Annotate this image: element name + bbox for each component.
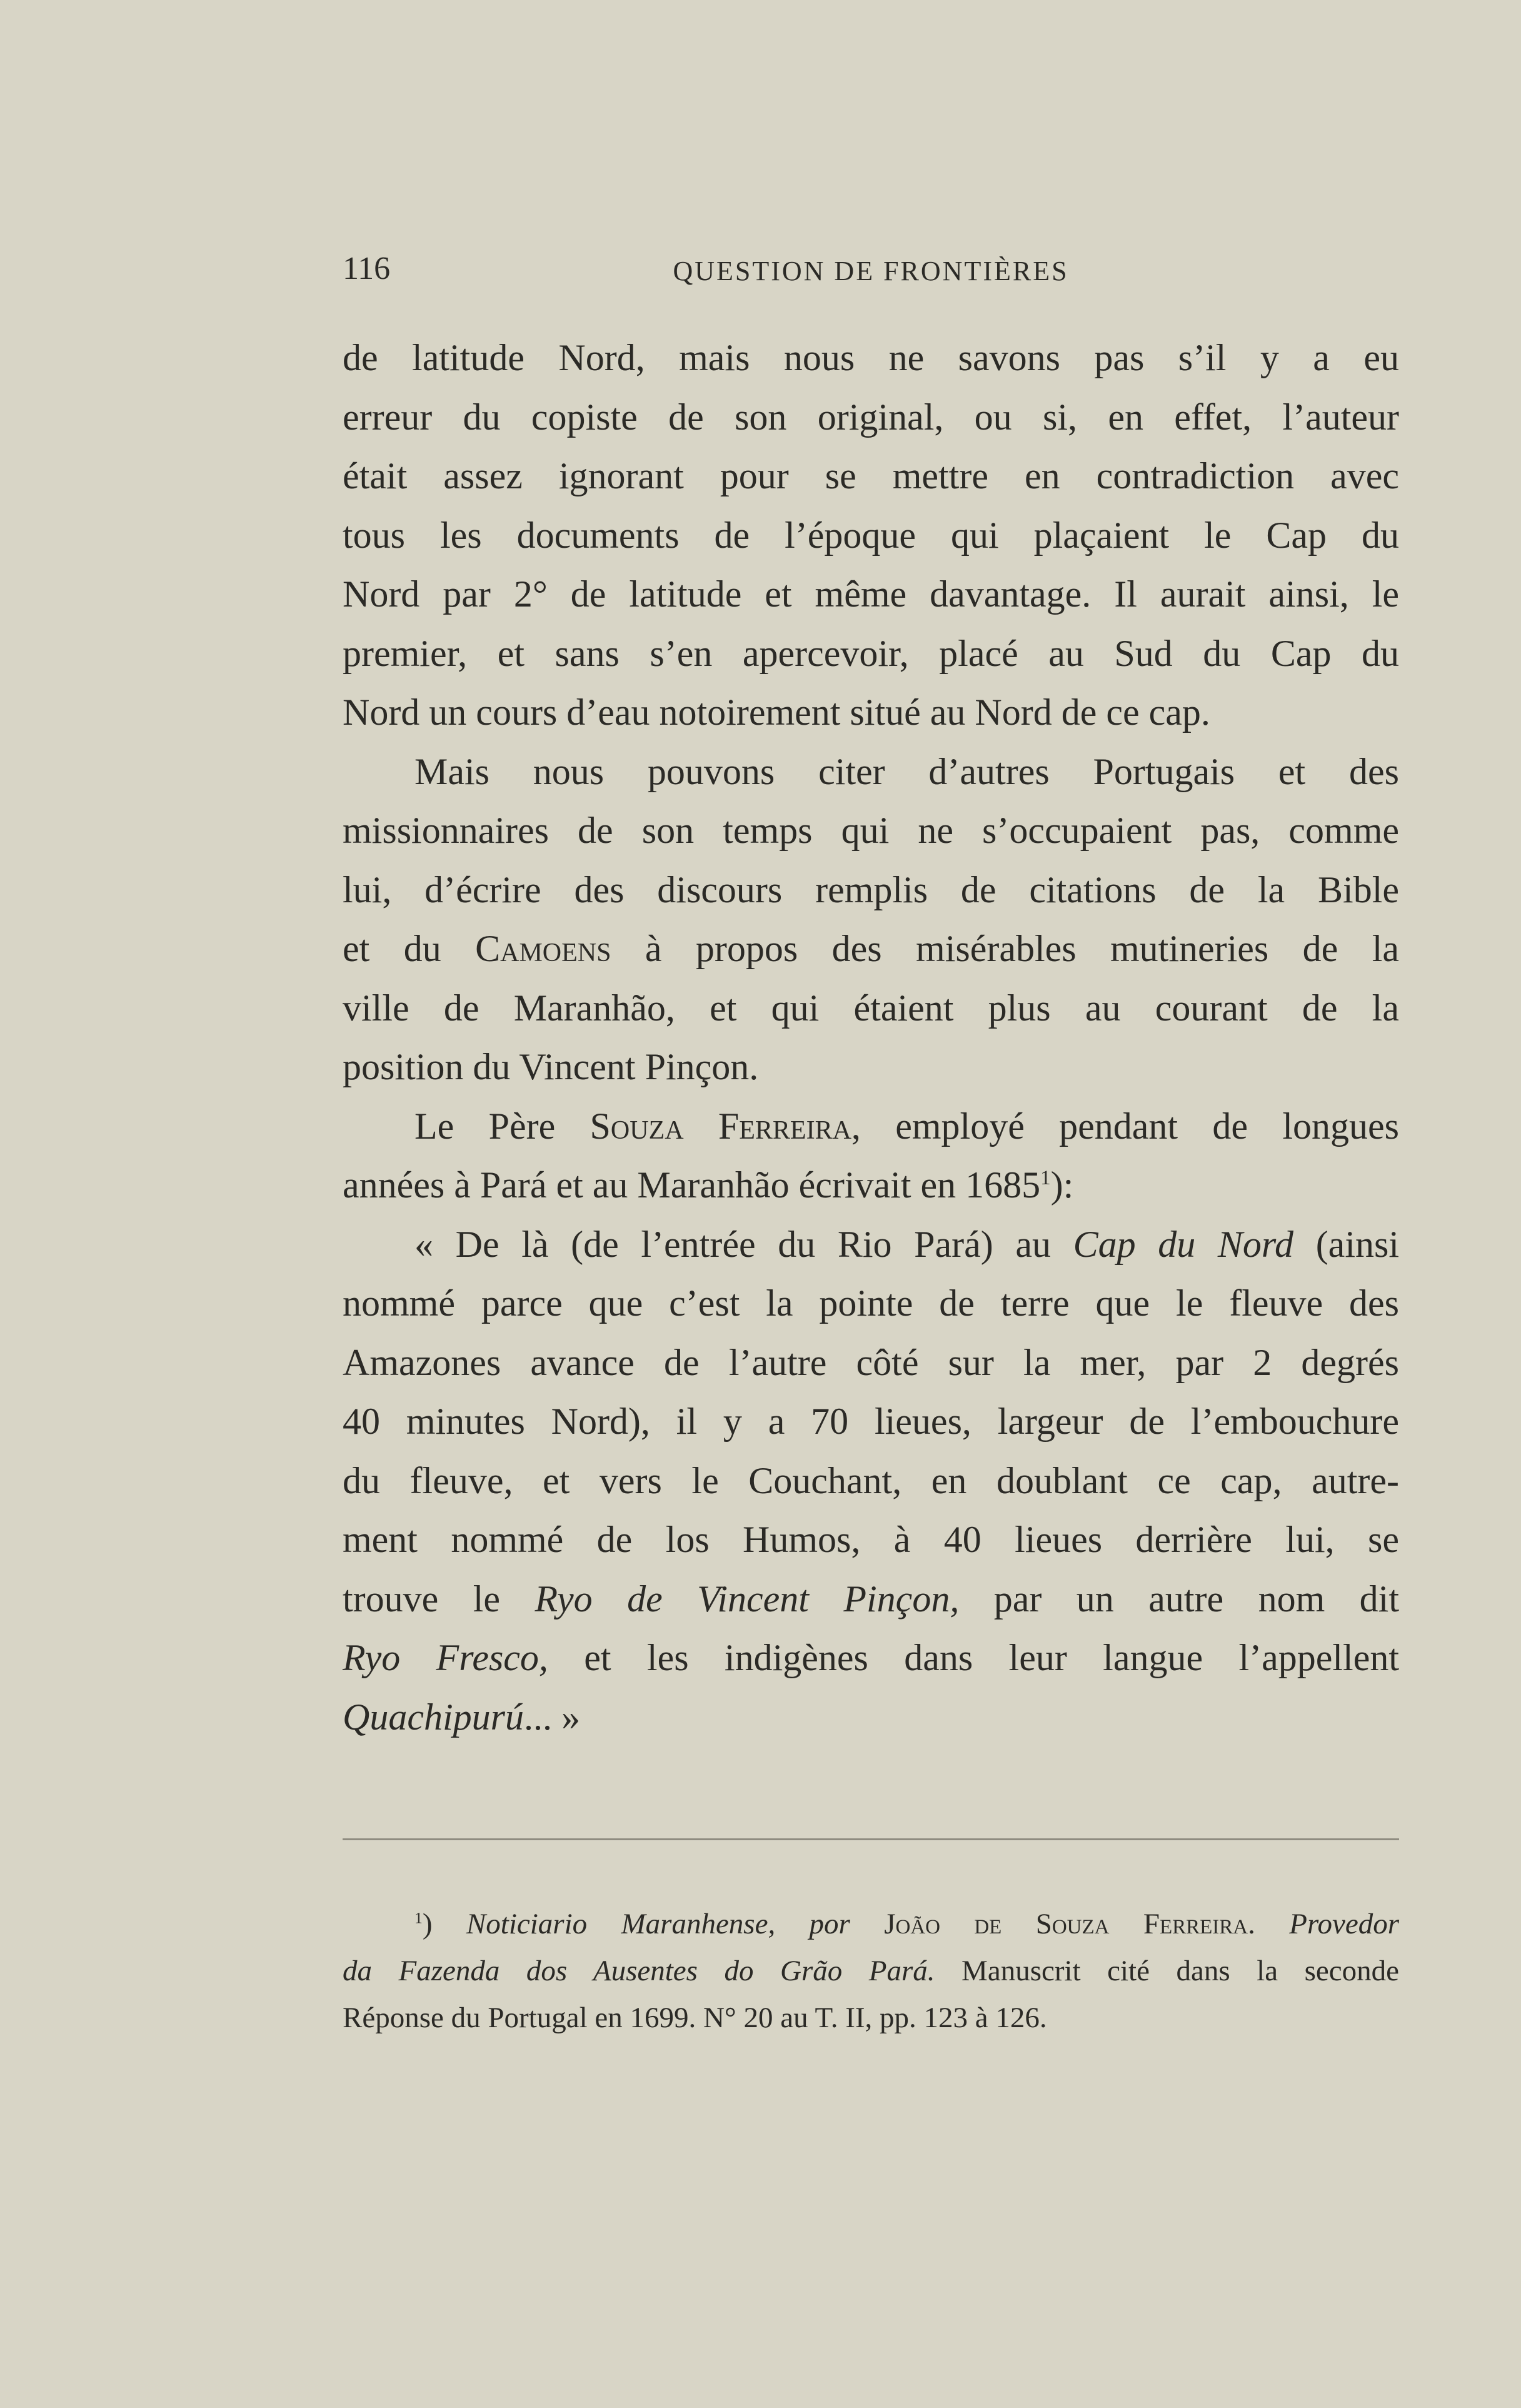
text-line: Nord par 2° de latitude et même davantage. Il aurait ainsi, le xyxy=(343,573,1399,615)
italic-span: da Fazenda dos Ausentes do Grão Pará. xyxy=(343,1955,935,1987)
text-line: Nord un cours d’eau notoirement situé au Nord de ce cap. xyxy=(343,692,1210,733)
text-line xyxy=(343,1688,1399,1747)
text-line xyxy=(343,1569,1399,1629)
text-span: par un autre nom dit xyxy=(993,1578,1400,1620)
text-line: de latitude Nord, mais nous ne savons pas s’il y a eu xyxy=(343,337,1399,378)
text-line: tous les documents de l’époque qui plaçaient le Cap du xyxy=(343,514,1399,556)
text-span: , employé pendant de longues xyxy=(851,1105,1399,1147)
italic-span: Noticiario Maranhense, por xyxy=(466,1908,850,1940)
text-line: missionnaires de son temps qui ne s’occupaient pas, comme xyxy=(343,810,1399,851)
footnote-line: Réponse du Portugal en 1699. N° 20 au T. II, pp. 123 à 126. xyxy=(343,2002,1047,2034)
text-line xyxy=(343,1628,1399,1688)
text-span: ... » xyxy=(523,1696,580,1738)
page-number: 116 xyxy=(343,251,391,286)
main-text xyxy=(343,328,1399,1746)
text-span: à propos des misérables mutineries de la xyxy=(645,928,1400,969)
text-span: (ainsi xyxy=(1315,1223,1400,1265)
italic-span: Provedor xyxy=(1289,1908,1400,1940)
text-span: « De là (de l’entrée du Rio Pará) au xyxy=(414,1223,1051,1265)
text-span: Le Père xyxy=(414,1105,556,1147)
text-span: années à Pará et au Maranhão écrivait en 1685 xyxy=(343,1164,1041,1206)
italic-span: Cap du Nord xyxy=(1073,1223,1294,1265)
italic-span: Quachipurú xyxy=(343,1696,524,1738)
italic-span: Ryo Fresco, xyxy=(343,1637,548,1678)
text-line: position du Vincent Pinçon. xyxy=(343,1046,759,1087)
text-line: Mais nous pouvons citer d’autres Portugais et des xyxy=(414,750,1399,792)
footnote-divider xyxy=(343,1838,1399,1840)
text-span: et du xyxy=(343,928,441,969)
text-line: Amazones avance de l’autre côté sur la mer, par 2 degrés xyxy=(343,1341,1399,1383)
footnote xyxy=(343,1901,1399,2042)
text-line xyxy=(343,1215,1399,1274)
author-name: João de Souza Ferreira. xyxy=(884,1908,1255,1940)
text-span: trouve le xyxy=(343,1578,501,1620)
text-line: erreur du copiste de son original, ou si, en effet, l’auteur xyxy=(343,396,1399,438)
text-line: ment nommé de los Humos, à 40 lieues derrière lui, se xyxy=(343,1519,1399,1560)
text-line: premier, et sans s’en apercevoir, placé au Sud du Cap du xyxy=(343,632,1399,674)
italic-span: Ryo de Vincent Pinçon, xyxy=(535,1578,960,1620)
footnote-line xyxy=(343,1948,1399,1995)
text-span: ): xyxy=(1050,1164,1074,1206)
text-span: Manuscrit cité dans la seconde xyxy=(961,1955,1400,1987)
author-name: Camoens xyxy=(475,928,611,969)
text-line: ville de Maranhão, et qui étaient plus au courant de la xyxy=(343,987,1399,1029)
text-span: et les indigènes dans leur langue l’appellent xyxy=(584,1637,1399,1678)
text-line xyxy=(343,1097,1399,1156)
footnote-marker: 1 xyxy=(414,1908,423,1927)
text-line: lui, d’écrire des discours remplis de citations de la Bible xyxy=(343,869,1399,910)
footnote-line: $^1$) Noticiario Maranhense, por João de Souza Ferreira. Provedor xyxy=(414,1908,1400,1940)
text-line: 40 minutes Nord), il y a 70 lieues, largeur de l’embouchure xyxy=(343,1401,1399,1442)
footnote-ref: 1 xyxy=(1040,1167,1051,1189)
text-line: était assez ignorant pour se mettre en contradiction avec xyxy=(343,455,1399,496)
author-name: Souza Ferreira xyxy=(590,1105,851,1147)
text-line xyxy=(343,1156,1399,1215)
text-line xyxy=(343,919,1399,979)
running-title: QUESTION DE FRONTIÈRES xyxy=(673,256,1069,286)
text-line: nommé parce que c’est la pointe de terre que le fleuve des xyxy=(343,1282,1399,1324)
text-line: du fleuve, et vers le Couchant, en doublant ce cap, autre- xyxy=(343,1459,1399,1501)
page-header xyxy=(343,250,1399,288)
